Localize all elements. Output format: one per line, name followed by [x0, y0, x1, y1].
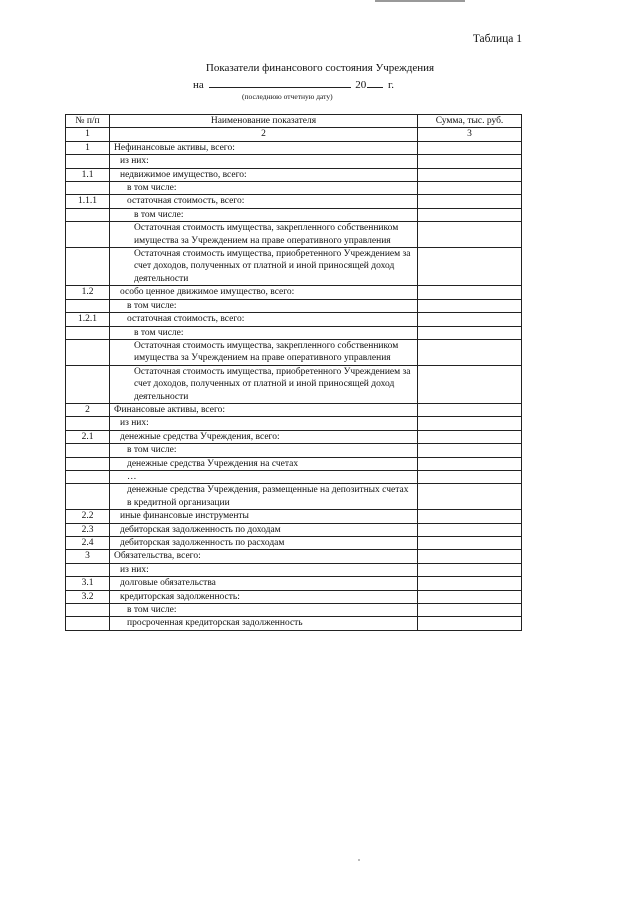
- table-row: [66, 155, 522, 168]
- scan-speck: [358, 859, 360, 861]
- indicator-name: просроченная кредиторская задолженность: [110, 617, 418, 630]
- indicators-table: [65, 114, 522, 631]
- indicator-name: особо ценное движимое имущество, всего:: [110, 286, 418, 299]
- sum-field[interactable]: [418, 537, 522, 550]
- date-suffix: г.: [388, 79, 395, 91]
- column-numbers-row: [66, 128, 522, 141]
- sum-field[interactable]: [418, 195, 522, 208]
- row-number: 1.2: [66, 286, 110, 299]
- indicator-name: долговые обязательства: [110, 577, 418, 590]
- indicator-name: в том числе:: [110, 208, 418, 221]
- row-number: [66, 326, 110, 339]
- sum-field[interactable]: [418, 365, 522, 403]
- row-number: [66, 417, 110, 430]
- indicator-name: Остаточная стоимость имущества, приобретенного Учреждением за счет доходов, полученных от платной и иной приносящей доход деятельности: [110, 365, 418, 403]
- indicator-name: в том числе:: [110, 299, 418, 312]
- row-number: [66, 155, 110, 168]
- sum-field[interactable]: [418, 313, 522, 326]
- table-row: [66, 430, 522, 443]
- sum-field[interactable]: [418, 286, 522, 299]
- sum-field[interactable]: [418, 510, 522, 523]
- date-line: [193, 77, 394, 91]
- row-number: [66, 208, 110, 221]
- sum-field[interactable]: [418, 590, 522, 603]
- row-number: [66, 470, 110, 483]
- table-row: [66, 168, 522, 181]
- row-number: [66, 617, 110, 630]
- table-header-row: [66, 115, 522, 128]
- sum-field[interactable]: [418, 417, 522, 430]
- row-number: [66, 604, 110, 617]
- indicator-name: денежные средства Учреждения на счетах: [110, 457, 418, 470]
- indicator-name: остаточная стоимость, всего:: [110, 313, 418, 326]
- table-row: [66, 604, 522, 617]
- sum-field[interactable]: [418, 523, 522, 536]
- column-header-number: № п/п: [66, 115, 110, 128]
- table-row: [66, 617, 522, 630]
- table-row: [66, 484, 522, 510]
- table-row: [66, 286, 522, 299]
- indicator-name: в том числе:: [110, 326, 418, 339]
- indicator-name: Остаточная стоимость имущества, приобретенного Учреждением за счет доходов, полученных от платной и иной приносящей доход деятельности: [110, 248, 418, 286]
- sum-field[interactable]: [418, 155, 522, 168]
- row-number: 2.2: [66, 510, 110, 523]
- indicator-name: из них:: [110, 563, 418, 576]
- sum-field[interactable]: [418, 403, 522, 416]
- sum-field[interactable]: [418, 182, 522, 195]
- row-number: [66, 222, 110, 248]
- table-row: [66, 248, 522, 286]
- date-blank-field[interactable]: [209, 77, 351, 88]
- date-hint: (последнюю отчетную дату): [242, 92, 333, 101]
- indicator-name: из них:: [110, 417, 418, 430]
- column-number-1: 1: [66, 128, 110, 141]
- table-row: [66, 470, 522, 483]
- table-row: [66, 195, 522, 208]
- row-number: 3.1: [66, 577, 110, 590]
- sum-field[interactable]: [418, 430, 522, 443]
- sum-field[interactable]: [418, 208, 522, 221]
- indicator-name: недвижимое имущество, всего:: [110, 168, 418, 181]
- indicator-name: Нефинансовые активы, всего:: [110, 141, 418, 154]
- table-row: [66, 365, 522, 403]
- row-number: [66, 299, 110, 312]
- table-row: [66, 339, 522, 365]
- table-row: [66, 222, 522, 248]
- table-row: [66, 313, 522, 326]
- sum-field[interactable]: [418, 444, 522, 457]
- row-number: [66, 248, 110, 286]
- table-row: [66, 299, 522, 312]
- row-number: 1: [66, 141, 110, 154]
- sum-field[interactable]: [418, 550, 522, 563]
- document-title: Показатели финансового состояния Учреждения: [205, 62, 435, 74]
- sum-field[interactable]: [418, 563, 522, 576]
- indicator-name: …: [110, 470, 418, 483]
- sum-field[interactable]: [418, 339, 522, 365]
- row-number: [66, 484, 110, 510]
- row-number: 2.3: [66, 523, 110, 536]
- table-row: [66, 590, 522, 603]
- indicator-name: денежные средства Учреждения, всего:: [110, 430, 418, 443]
- sum-field[interactable]: [418, 299, 522, 312]
- table-row: [66, 457, 522, 470]
- row-number: 2.1: [66, 430, 110, 443]
- indicator-name: в том числе:: [110, 444, 418, 457]
- row-number: [66, 457, 110, 470]
- sum-field[interactable]: [418, 617, 522, 630]
- indicator-name: иные финансовые инструменты: [110, 510, 418, 523]
- row-number: [66, 563, 110, 576]
- row-number: [66, 444, 110, 457]
- row-number: 2: [66, 403, 110, 416]
- table-row: [66, 537, 522, 550]
- row-number: 2.4: [66, 537, 110, 550]
- year-blank-field[interactable]: [367, 77, 383, 88]
- indicator-name: Остаточная стоимость имущества, закрепленного собственником имущества за Учреждением на праве оперативного управления: [110, 222, 418, 248]
- table-row: [66, 403, 522, 416]
- table-row: [66, 550, 522, 563]
- table-row: [66, 141, 522, 154]
- table-row: [66, 510, 522, 523]
- sum-field[interactable]: [418, 577, 522, 590]
- sum-field[interactable]: [418, 457, 522, 470]
- sum-field[interactable]: [418, 604, 522, 617]
- row-number: [66, 339, 110, 365]
- table-row: [66, 182, 522, 195]
- column-header-name: Наименование показателя: [110, 115, 418, 128]
- top-edge-rule: [375, 0, 465, 2]
- date-year: 20: [355, 79, 367, 91]
- table-number: Таблица 1: [472, 33, 522, 45]
- indicator-name: из них:: [110, 155, 418, 168]
- row-number: [66, 182, 110, 195]
- date-prefix: на: [193, 79, 204, 91]
- indicator-name: кредиторская задолженность:: [110, 590, 418, 603]
- row-number: 1.2.1: [66, 313, 110, 326]
- row-number: 3: [66, 550, 110, 563]
- column-number-2: 2: [110, 128, 418, 141]
- indicator-name: денежные средства Учреждения, размещенные на депозитных счетах в кредитной организации: [110, 484, 418, 510]
- table-row: [66, 208, 522, 221]
- row-number: 1.1.1: [66, 195, 110, 208]
- row-number: 1.1: [66, 168, 110, 181]
- indicator-name: Остаточная стоимость имущества, закрепленного собственником имущества за Учреждением на праве оперативного управления: [110, 339, 418, 365]
- sum-field[interactable]: [418, 484, 522, 510]
- indicator-name: дебиторская задолженность по доходам: [110, 523, 418, 536]
- indicator-name: остаточная стоимость, всего:: [110, 195, 418, 208]
- sum-field[interactable]: [418, 248, 522, 286]
- column-number-3: 3: [418, 128, 522, 141]
- sum-field[interactable]: [418, 326, 522, 339]
- sum-field[interactable]: [418, 470, 522, 483]
- table-row: [66, 577, 522, 590]
- indicator-name: в том числе:: [110, 604, 418, 617]
- table-row: [66, 326, 522, 339]
- indicator-name: дебиторская задолженность по расходам: [110, 537, 418, 550]
- table-row: [66, 563, 522, 576]
- indicator-name: в том числе:: [110, 182, 418, 195]
- table-row: [66, 523, 522, 536]
- table-row: [66, 444, 522, 457]
- indicator-name: Финансовые активы, всего:: [110, 403, 418, 416]
- row-number: 3.2: [66, 590, 110, 603]
- table-row: [66, 417, 522, 430]
- sum-field[interactable]: [418, 222, 522, 248]
- column-header-sum: Сумма, тыс. руб.: [418, 115, 522, 128]
- sum-field[interactable]: [418, 141, 522, 154]
- sum-field[interactable]: [418, 168, 522, 181]
- indicator-name: Обязательства, всего:: [110, 550, 418, 563]
- row-number: [66, 365, 110, 403]
